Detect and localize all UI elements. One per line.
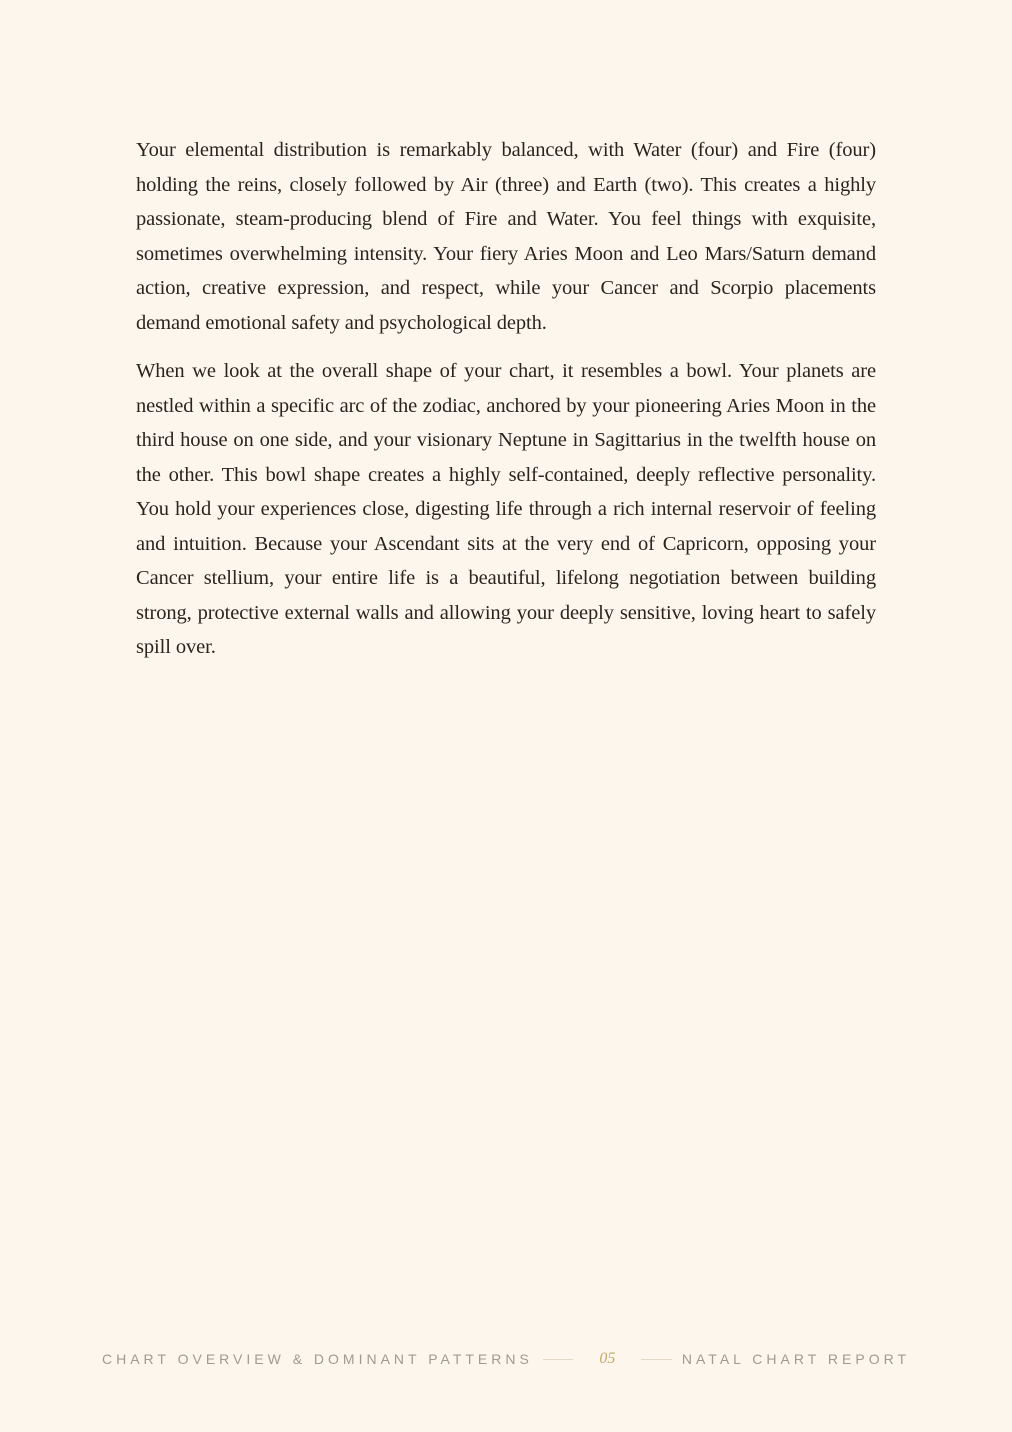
footer-report-title: NATAL CHART REPORT — [681, 1351, 910, 1367]
paragraph-chart-shape: When we look at the overall shape of your chart, it resembles a bowl. Your planets are nestled within a specific arc of the zodiac, anchored by your pioneering Aries Moon in the third house on one side, and your visionary Neptune in Sagittarius in the twelfth house on the other. This bowl shape creates a highly self-contained, deeply reflective personality. You hold your experiences close, digesting life through a rich internal reservoir of feeling and intuition. Because your Ascendant sits at the very end of Capricorn, opposing your Cancer stellium, your entire life is a beautiful, lifelong negotiation between building strong, protective external walls and allowing your deeply sensitive, loving heart to safely spill over. — [136, 360, 876, 658]
report-body — [136, 133, 876, 679]
footer-section-title: CHART OVERVIEW & DOMINANT PATTERNS — [102, 1351, 533, 1367]
footer-divider-right — [641, 1359, 672, 1360]
paragraph-elemental-distribution: Your elemental distribution is remarkably balanced, with Water (four) and Fire (four) holding the reins, closely followed by Air (three) and Earth (two). This creates a highly passionate, steam-producing blend of Fire and Water. You feel things with exquisite, sometimes overwhelming intensity. Your fiery Aries Moon and Leo Mars/Saturn demand action, creative expression, and respect, while your Cancer and Scorpio placements demand emotional safety and psychological depth. — [136, 139, 876, 334]
footer-divider-left — [543, 1359, 574, 1360]
page-footer — [102, 1348, 910, 1370]
page-number: 05 — [599, 1350, 616, 1367]
